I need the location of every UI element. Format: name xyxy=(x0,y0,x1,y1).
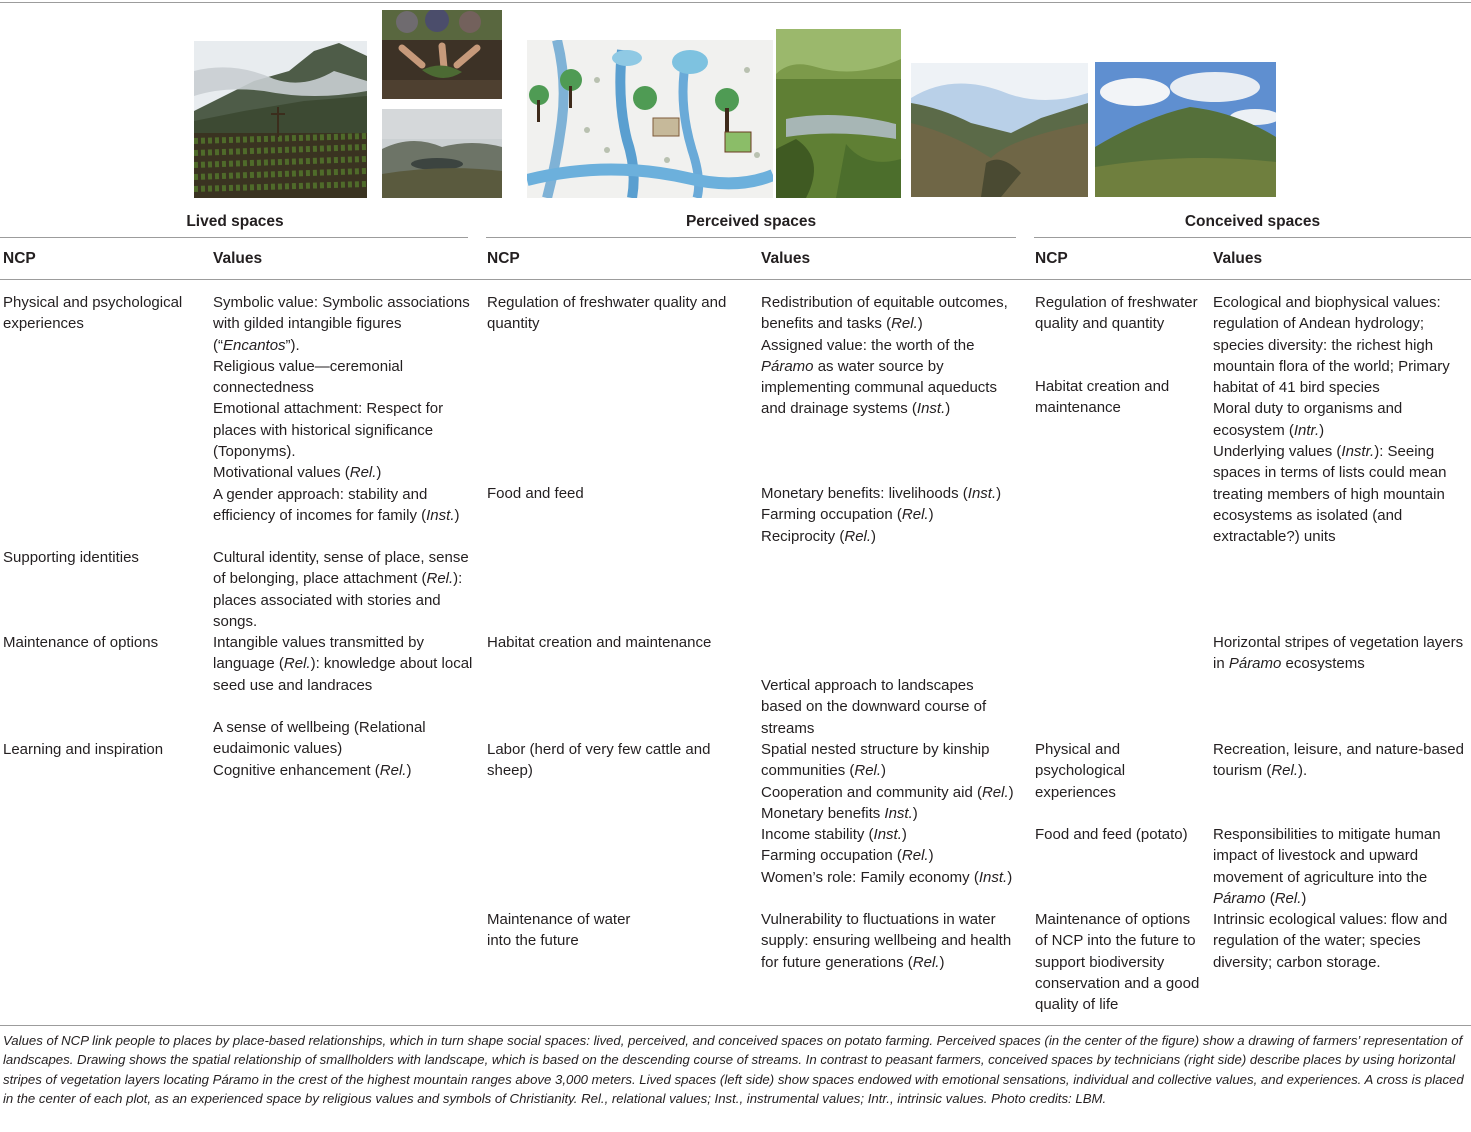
conceived-value-3: Horizontal stripes of vegetation layers in Páramo ecosystems xyxy=(1213,634,1464,673)
perceived-ncp-3: Labor (herd of very few cattle and sheep) xyxy=(487,741,711,780)
lived-value-3: Motivational values (Rel.) xyxy=(213,464,382,482)
col-header-lived-ncp: NCP xyxy=(3,250,36,267)
photo-lived-hands-soil xyxy=(382,10,502,99)
conceived-value-0: Ecological and biophysical values: regulation of Andean hydrology; species diversity: the richest high mountain flora of the world; Primary habitat of 41 bird species xyxy=(1213,294,1450,397)
conceived-value-2: Underlying values (Instr.): Seeing spaces in terms of lists could mean treating members of high mountain ecosystems as isolated (and extractable?) units xyxy=(1213,443,1447,546)
col-header-conceived-ncp: NCP xyxy=(1035,250,1068,267)
perceived-value-3: Farming occupation (Rel.) xyxy=(761,506,934,524)
lived-ncp-2: Maintenance of options xyxy=(3,634,159,651)
lived-value-5: Cultural identity, sense of place, sense of belonging, place attachment (Rel.): places associated with stories and songs. xyxy=(213,549,469,630)
lived-values-group-4 xyxy=(213,717,473,781)
top-rule xyxy=(0,2,1471,3)
col-header-perceived-ncp: NCP xyxy=(487,250,520,267)
lived-value-6: Intangible values transmitted by language (Rel.): knowledge about local seed use and landraces xyxy=(213,634,473,694)
perceived-value-4: Reciprocity (Rel.) xyxy=(761,527,877,545)
perceived-value-2: Monetary benefits: livelihoods (Inst.) xyxy=(761,485,1002,502)
group-header-conceived: Conceived spaces xyxy=(1184,213,1321,230)
perceived-ncp-0: Regulation of freshwater quality and quantity xyxy=(487,294,727,333)
lived-value-2: Emotional attachment: Respect for places with historical significance (Toponyms). xyxy=(213,400,444,461)
photo-perceived-stream xyxy=(776,29,901,198)
lived-ncp-3: Learning and inspiration xyxy=(3,741,164,758)
lived-ncp-0: Physical and psychological experiences xyxy=(3,294,183,333)
photo-conceived-mountain xyxy=(1095,62,1276,197)
conceived-values-group-1 xyxy=(1213,292,1468,548)
perceived-value-12: Vulnerability to fluctuations in water supply: ensuring wellbeing and health for future generations (Rel.) xyxy=(761,911,1012,971)
group-rule-perceived xyxy=(486,237,1016,238)
group-header-lived: Lived spaces xyxy=(186,213,284,230)
lived-value-7: A sense of wellbeing (Relational eudaimonic values) xyxy=(213,719,426,758)
col-header-lived-values: Values xyxy=(213,250,263,267)
perceived-value-11: Women’s role: Family economy (Inst.) xyxy=(761,868,1013,886)
photo-lived-potato-field xyxy=(194,41,367,198)
conceived-value-4: Recreation, leisure, and nature-based tourism (Rel.). xyxy=(1213,741,1464,780)
lived-value-4: A gender approach: stability and efficiency of incomes for family (Inst.) xyxy=(213,485,460,524)
perceived-value-8: Monetary benefits Inst.) xyxy=(761,804,918,822)
conceived-ncp-2: Physical and psychological experiences xyxy=(1035,741,1126,801)
conceived-ncp-3: Food and feed (potato) xyxy=(1035,826,1188,843)
perceived-value-6: Spatial nested structure by kinship communities (Rel.) xyxy=(761,741,990,780)
photo-conceived-valley xyxy=(911,63,1088,197)
lived-ncp-1: Supporting identities xyxy=(3,549,139,566)
perceived-value-0: Redistribution of equitable outcomes, benefits and tasks (Rel.) xyxy=(761,294,1008,333)
conceived-value-1: Moral duty to organisms and ecosystem (Intr.) xyxy=(1213,400,1403,439)
perceived-value-5: Vertical approach to landscapes based on the downward course of streams xyxy=(761,677,987,737)
group-rule-conceived xyxy=(1034,237,1471,238)
perceived-ncp-1: Food and feed xyxy=(487,485,584,502)
conceived-ncp-1: Habitat creation and maintenance xyxy=(1035,378,1170,417)
perceived-ncp-4: Maintenance of water into the future xyxy=(487,911,631,950)
perceived-values-group-1 xyxy=(761,292,1023,420)
perceived-value-9: Income stability (Inst.) xyxy=(761,826,907,844)
conceived-value-6: Intrinsic ecological values: flow and regulation of the water; species diversity; carbon storage. xyxy=(1213,911,1448,971)
lived-value-8: Cognitive enhancement (Rel.) xyxy=(213,761,412,779)
photo-lived-misty-lake xyxy=(382,109,502,198)
conceived-ncp-0: Regulation of freshwater quality and quantity xyxy=(1035,294,1198,333)
perceived-value-1: Assigned value: the worth of the Páramo as water source by implementing communal aqueducts and drainage systems (Inst.) xyxy=(761,336,997,418)
conceived-ncp-4: Maintenance of options of NCP into the future to support biodiversity conservation and a good quality of life xyxy=(1035,911,1200,1014)
perceived-value-7: Cooperation and community aid (Rel.) xyxy=(761,783,1014,801)
group-header-perceived: Perceived spaces xyxy=(685,213,817,230)
lived-value-1: Religious value—ceremonial connectedness xyxy=(213,357,404,397)
group-rule-lived xyxy=(0,237,468,238)
header-rule xyxy=(0,279,1471,280)
perceived-value-10: Farming occupation (Rel.) xyxy=(761,847,934,865)
lived-value-0: Symbolic value: Symbolic associations with gilded intangible figures (“Encantos”). xyxy=(213,294,470,354)
perceived-values-group-4 xyxy=(761,739,1023,888)
footer-rule xyxy=(0,1025,1471,1026)
perceived-ncp-2: Habitat creation and maintenance xyxy=(487,634,712,651)
figure-caption: Values of NCP link people to places by place-based relationships, which in turn shape social spaces: lived, perceived, and conceived spaces on potato farming. Perceived spaces (in the center of the figure) show a drawing of farmers’ representation of landscapes. Drawing shows the spatial relationship of smallholders with landscape, which is based on the descending course of streams. In contrast to peasant farmers, conceived spaces by technicians (right side) describe places by using horizontal stripes of vegetation layers locating Páramo in the crest of the highest mountain ranges above 3,000 meters. Lived spaces (left side) show spaces endowed with emotional sensations, individual and collective values, and experiences. A cross is placed in the center of each plot, as an experienced space by religious values and symbols of Christianity. Rel., relational values; Inst., instrumental values; Intr., intrinsic values. Photo credits: LBM. xyxy=(3,1033,1464,1106)
col-header-conceived-values: Values xyxy=(1213,250,1263,267)
photo-perceived-farmers-drawing xyxy=(527,40,773,198)
perceived-values-group-2 xyxy=(761,483,1023,547)
conceived-value-5: Responsibilities to mitigate human impact of livestock and upward movement of agriculture into the Páramo (Rel.) xyxy=(1213,826,1441,907)
lived-values-group-1 xyxy=(213,292,473,526)
col-header-perceived-values: Values xyxy=(761,250,811,267)
